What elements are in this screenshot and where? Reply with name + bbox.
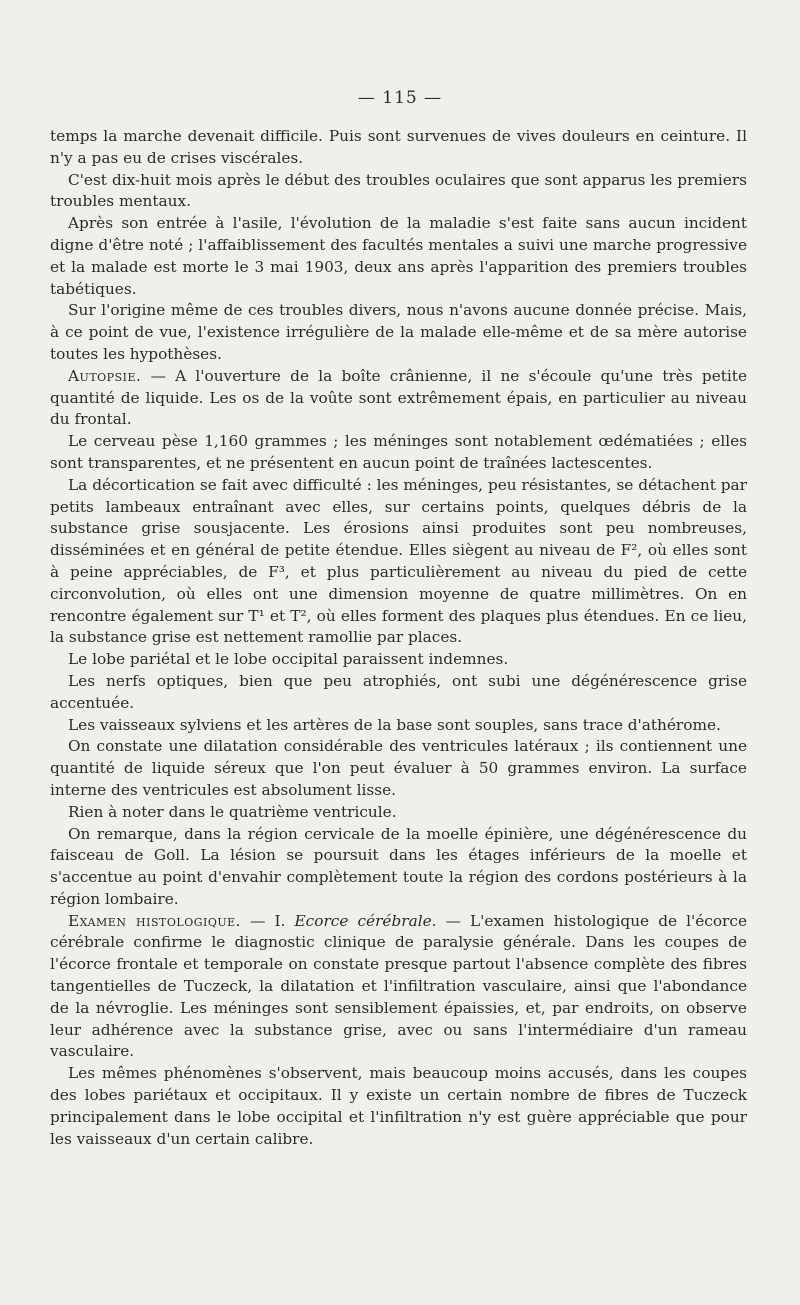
paragraph: On constate une dilatation considérable des ventricules latéraux ; ils contiennent une quantité de liquide séreux que l'on peut évaluer à 50 grammes environ. La surface interne des ventricules est absolument lisse. [50, 737, 747, 799]
paragraph: La décortication se fait avec difficulté : les méninges, peu résistantes, se détachent par petits lambeaux entraînant avec elles, sur certains points, quelques débris de la substance grise sousjacente. Les érosions ainsi produites sont peu nombreuses, disséminées et en général de petite étendue. Elles siègent au niveau de F², où elles sont à peine appréciables, de F³, et plus particulièrement au niveau du pied de cette circonvolution, où elles ont une dimension moyenne de quatre millimètres. On en rencontre également sur T¹ et T², où elles forment des plaques plus étendues. En ce lieu, la substance grise est nettement ramollie par places. [50, 475, 747, 647]
paragraph: temps la marche devenait difficile. Puis sont survenues de vives douleurs en ceinture. Il n'y a pas eu de crises viscérales. [50, 127, 747, 167]
paragraph-text: — L'examen histologique de l'écorce cérébrale confirme le diagnostic clinique de paralysie générale. Dans les coupes de l'écorce frontale et temporale on constate presque partout l'absence complète des fibres tangentielles de Tuczeck, la dilatation et l'infiltration vasculaire, ainsi que l'abondance de la névroglie. Les méninges sont sensiblement épaissies, et, par endroits, on observe leur adhérence avec la substance grise, avec ou sans l'intermédiaire d'un rameau vasculaire. [50, 911, 747, 1061]
paragraph: Les nerfs optiques, bien que peu atrophiés, ont subi une dégénérescence grise accentuée. [50, 671, 747, 712]
section-heading-examen: Examen histologique. [68, 911, 242, 930]
paragraph: C'est dix-huit mois après le début des troubles oculaires que sont apparus les premiers troubles mentaux. [50, 170, 747, 211]
paragraph: Les vaisseaux sylviens et les artères de la base sont souples, sans trace d'athérome. [68, 715, 721, 734]
paragraph: Rien à noter dans le quatrième ventricule. [68, 802, 397, 821]
paragraph: Après son entrée à l'asile, l'évolution de la maladie s'est faite sans aucun incident digne d'être noté ; l'affaiblissement des facultés mentales a suivi une marche progressive et la malade est morte le 3 mai 1903, deux ans après l'apparition des premiers troubles tabétiques. [50, 214, 747, 298]
section-heading-autopsie: Autopsie. [68, 366, 142, 385]
paragraph-text: — A l'ouverture de la boîte crânienne, il ne s'écoule qu'une très petite quantité de liquide. Les os de la voûte sont extrêmement épais, en particulier au niveau du frontal. [50, 366, 747, 429]
paragraph: Sur l'origine même de ces troubles divers, nous n'avons aucune donnée précise. Mais, à ce point de vue, l'existence irrégulière de la malade elle-même et de sa mère autorise toutes les hypothèses. [50, 301, 747, 363]
paragraph [50, 366, 747, 431]
paragraph: Le cerveau pèse 1,160 grammes ; les méninges sont notablement œdématiées ; elles sont transparentes, et ne présentent en aucun point de traînées lactescentes. [50, 432, 747, 472]
paragraph [50, 911, 747, 1064]
subsection-title: Ecorce cérébrale. [294, 911, 437, 930]
body-text [50, 126, 747, 1150]
page-number: — 115 — [357, 88, 443, 108]
paragraph-text: — I. [241, 911, 295, 930]
paragraph: Le lobe pariétal et le lobe occipital paraissent indemnes. [68, 650, 509, 669]
paragraph: Les mêmes phénomènes s'observent, mais beaucoup moins accusés, dans les coupes des lobes pariétaux et occipitaux. Il y existe un certain nombre de fibres de Tuczeck principalement dans le lobe occipital et l'infiltration n'y est guère appréciable que pour les vaisseaux d'un certain calibre. [50, 1064, 747, 1148]
paragraph: On remarque, dans la région cervicale de la moelle épinière, une dégénérescence du faisceau de Goll. La lésion se poursuit dans les étages inférieurs de la moelle et s'accentue au point d'envahir complètement toute la région des cordons postérieurs à la région lombaire. [50, 824, 747, 908]
